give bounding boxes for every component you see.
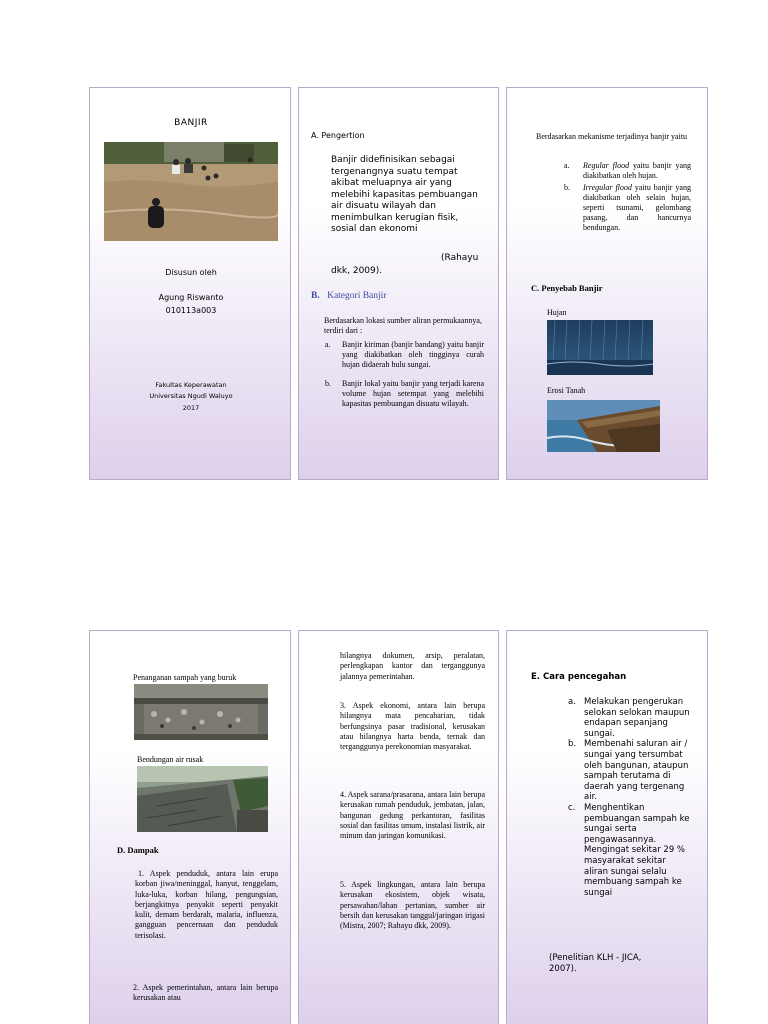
student-id: 010113a003 — [165, 306, 217, 315]
dampak-paragraph-3: 3. Aspek ekonomi, antara lain berupa hilangnya mata pencaharian, tidak berfungsinya pasar tradisional, kerusakan atau hilangnya harta benda, ternak dan terganggunya perekonomian masyarakat. — [340, 701, 485, 752]
pencegahan-heading: E. Cara pencegahan — [531, 672, 627, 682]
mekanisme-item — [564, 161, 691, 181]
dampak-paragraph-2: 2. Aspek pemerintahan, antara lain berupa kerusakan atau — [133, 983, 278, 1003]
kategori-item-text: Banjir lokal yaitu banjir yang terjadi karena volume hujan setempat yang melebihi kapasitas pembuangan disuatu wilayah. — [342, 379, 484, 408]
mekanisme-list — [564, 161, 691, 233]
pengertian-heading: A. Pengertion — [311, 131, 365, 140]
pencegahan-list — [568, 697, 692, 898]
cause-panel — [506, 87, 708, 480]
pencegahan-item-text: Melakukan pengerukan selokan selokan maupun endapan sepanjang sungai. — [584, 697, 690, 739]
pencegahan-item-mark: b. — [568, 739, 577, 750]
definition-panel — [298, 87, 499, 480]
dampak-paragraph-4: 4. Aspek sarana/prasarana, antara lain berupa kerusakan rumah penduduk, jembatan, jalan, bangunan gedung perkantoran, fasilitas sosial dan fasilitas umum, instalasi listrik, air minum dan jaringan komunikasi. — [340, 790, 485, 841]
kategori-heading — [311, 291, 386, 301]
erosi-label: Erosi Tanah — [547, 386, 586, 395]
kategori-intro: Berdasarkan lokasi sumber aliran permukaannya, terdiri dari : — [324, 316, 482, 335]
dampak-paragraph-2-cont: hilangnya dokumen, arsip, peralatan, perlengkapan kantor dan terganggunya jalannya pemerintahan. — [340, 651, 485, 681]
pencegahan-item — [568, 739, 692, 803]
impact-continued-panel — [298, 630, 499, 1024]
sampah-label: Penanganan sampah yang buruk — [133, 673, 237, 682]
erosion-photo — [547, 400, 660, 452]
impact-panel — [89, 630, 291, 1024]
pengertian-body: Banjir didefinisikan sebagai tergenangnya suatu tempat akibat meluapnya air yang melebihi kapasitas pembuangan air disuatu wilayah dan menimbulkan kerugian fisik, sosial dan ekonomi — [331, 155, 478, 234]
pencegahan-item-mark: c. — [568, 802, 576, 813]
kategori-item — [325, 379, 484, 409]
faculty: Fakultas Keperawatan — [155, 381, 227, 389]
kategori-list — [325, 340, 484, 409]
kategori-letter: B. — [311, 291, 320, 301]
mekanisme-item-mark: b. — [564, 183, 570, 192]
pengertian-citation-a: (Rahayu — [441, 253, 479, 263]
kategori-item-mark: b. — [325, 379, 331, 388]
pencegahan-item-mark: a. — [568, 697, 576, 707]
mekanisme-item-term: Regular flood — [583, 161, 630, 170]
cover-panel — [89, 87, 291, 480]
university: Universitas Ngudi Waluyo — [149, 392, 233, 400]
mekanisme-item-mark: a. — [564, 161, 570, 170]
pencegahan-item-text: Membenahi saluran air / sungai yang tersumbat oleh bangunan, ataupun sampah terutama di daerah yang tergenang air. — [584, 739, 689, 803]
kategori-title: Kategori Banjir — [327, 291, 387, 301]
hujan-label: Hujan — [547, 308, 567, 317]
broken-dam-photo — [137, 766, 268, 832]
year: 2017 — [182, 404, 200, 412]
author-name: Agung Riswanto — [158, 293, 224, 302]
garbage-photo — [134, 684, 268, 740]
pengertian-citation-b: dkk, 2009). — [331, 266, 383, 276]
pencegahan-item-text: Menghentikan pembuangan sampah ke sungai serta pengawasannya. Mengingat sekitar 29 % masyarakat sekitar aliran sungai selalu membuang sampah ke sungai — [584, 802, 690, 898]
kategori-item-mark: a. — [325, 340, 331, 349]
kategori-item — [325, 340, 484, 370]
kategori-item-text: Banjir kiriman (banjir bandang) yaitu banjir yang diakibatkan oleh tingginya curah hujan didaerah hulu sungai. — [342, 340, 484, 369]
mekanisme-item-text: yaitu banjir yang diakibatkan oleh hujan. — [583, 161, 691, 180]
pencegahan-citation: (Penelitian KLH - JICA, 2007). — [549, 953, 642, 974]
dampak-heading: D. Dampak — [117, 845, 159, 855]
pencegahan-item — [568, 802, 692, 898]
pencegahan-item — [568, 697, 692, 739]
bendungan-label: Bendungan air rusak — [137, 755, 204, 764]
dampak-paragraph-5: 5. Aspek lingkungan, antara lain berupa kerusakan ekosistem, objek wisata, persawahan/lahan pertanian, sumber air bersih dan kerusakan tanggul/jaringan irigasi (Mistra, 2007; Rahayu dkk, 2009). — [340, 880, 485, 931]
prepared-by: Disusun oleh — [165, 268, 217, 277]
mekanisme-item-text: yaitu banjir yang diakibatkan oleh selain hujan, seperti tsunami, gelombang pasang, dan hancurnya bendungan. — [583, 183, 691, 232]
mekanisme-intro: Berdasarkan mekanisme terjadinya banjir yaitu — [536, 132, 688, 141]
dampak-paragraph-1: 1. Aspek penduduk, antara lain erupa korban jiwa/meninggal, hanyut, tenggelam, luka-luka, korban hilang, pengungsian, berjangkitnya penyakit seperti penyakit kulit, demam berdarah, malaria, influenza, gangguan pencernaan dan penduduk terisolasi. — [135, 869, 278, 940]
brochure-title: BANJIR — [174, 118, 208, 128]
rain-photo — [547, 320, 653, 375]
prevention-panel — [506, 630, 708, 1024]
mekanisme-item-term: Irregular flood — [583, 183, 632, 192]
mekanisme-item — [564, 183, 691, 233]
flood-photo — [104, 142, 278, 241]
penyebab-heading: C. Penyebab Banjir — [531, 283, 603, 293]
